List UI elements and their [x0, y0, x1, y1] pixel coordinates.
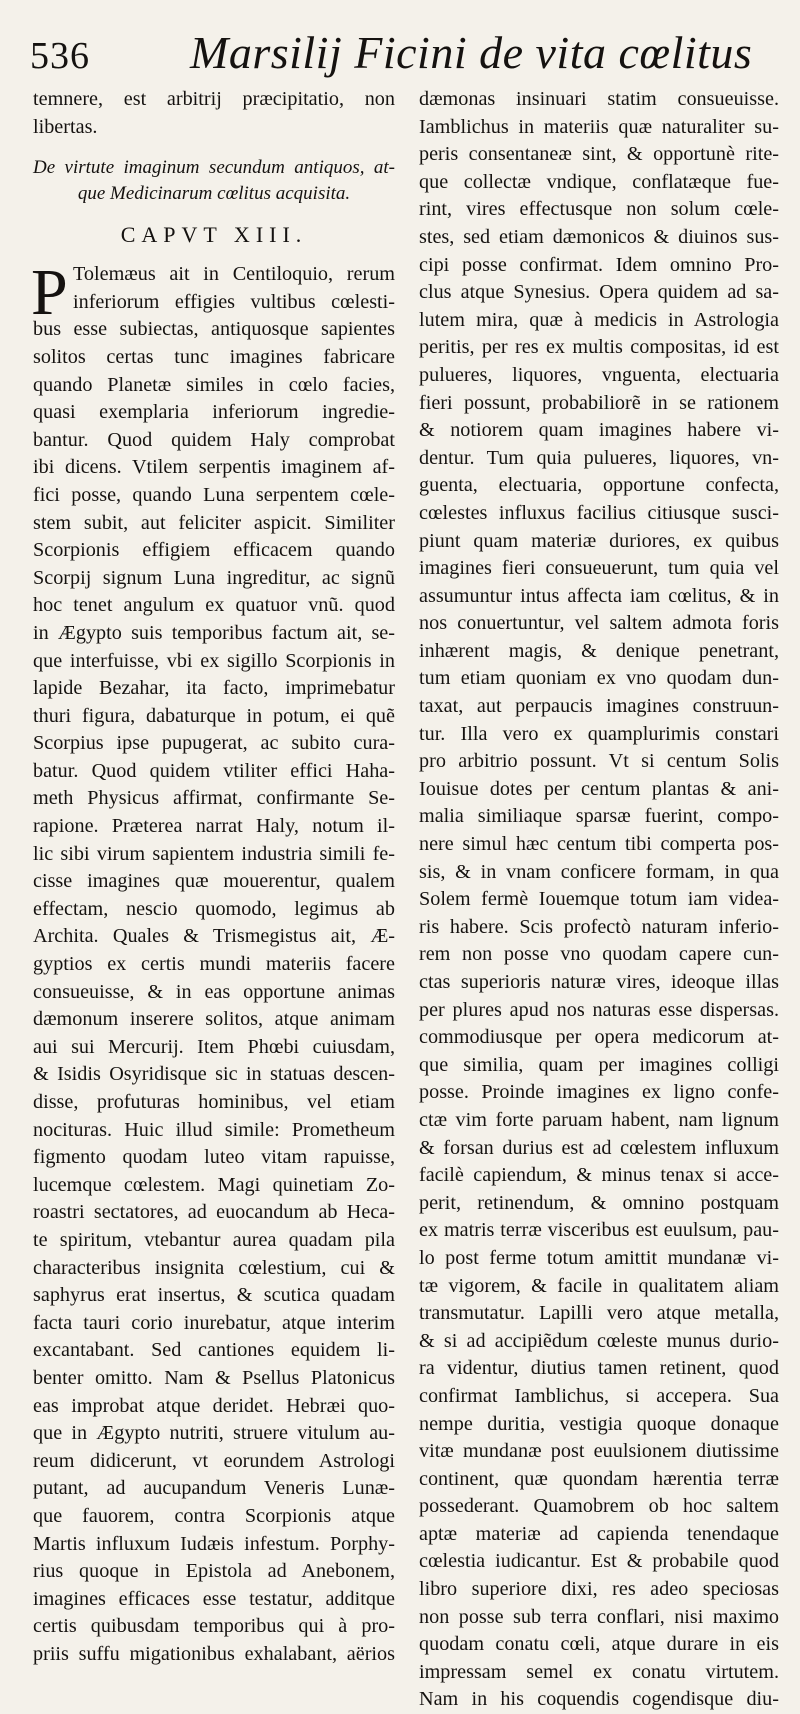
text-line: hoc tenet angulum ex quatuor vnũ. quod [33, 594, 395, 617]
right-text-column [419, 86, 779, 1714]
text-line: rius quoque in Epistola ad Anebonem, [33, 1560, 395, 1583]
text-line: Iamblichus in materiis quæ naturaliter su- [419, 115, 779, 138]
text-line: Archita. Quales & Trismegistus ait, Æ- [33, 925, 395, 948]
drop-capital: P [31, 256, 68, 330]
text-line: cœlestes influxus facilius citiusque susci- [419, 501, 779, 524]
text-line: lutem mira, quæ à medicis in Astrologia [419, 308, 779, 331]
text-line: effectam, nescio quomodo, legimus ab [33, 897, 395, 920]
text-line: nempe duritia, vestigia quoque donaque [419, 1412, 779, 1435]
text-line: gyptios ex certis mundi materiis facere [33, 953, 395, 976]
text-line: cisse imagines quæ mouerentur, qualem [33, 870, 395, 893]
text-line: stes, sed etiam dæmonicos & diuinos sus- [419, 225, 779, 248]
text-line: tur. Illa vero ex quamplurimis constari [419, 722, 779, 745]
text-line: Scorpionis effigiem efficacem quando [33, 539, 395, 562]
text-line: ctas superioris naturæ vires, ideoque illas [419, 971, 779, 993]
text-line: characteribus insignita cœlestium, cui & [33, 1256, 395, 1279]
text-line: commodiusque per opera medicorum at- [419, 1026, 779, 1049]
page-number: 536 [30, 35, 90, 77]
text-line: nere simul hæc centum tibi comperta pos- [419, 833, 779, 856]
text-line: Martis influxum Iudæis infestum. Porphy- [33, 1532, 395, 1555]
text-line: inferiorum effigies vultibus cœlesti- [73, 290, 395, 313]
text-line: nocituras. Huic illud simile: Prometheum [33, 1118, 395, 1141]
text-line: libro superiore dixi, res adeo speciosas [419, 1578, 779, 1601]
text-line: Solem fermè Iouemque totum iam videa- [419, 888, 779, 911]
text-line: putant, ad aucupandum Veneris Lunæ- [33, 1477, 395, 1500]
text-line: stem subit, aut feliciter aspicit. Similiter [33, 511, 395, 534]
text-line: te spiritum, vtebantur aurea quadam pila [33, 1228, 395, 1251]
text-line: & forsan durius est ad cœlestem influxum [419, 1136, 779, 1159]
text-line: temnere, est arbitrij præcipitatio, non [33, 88, 395, 110]
text-line: perit, retinendum, & omnino postquam [419, 1191, 779, 1214]
text-line: que in Ægypto nutriti, struere vitulum au- [33, 1422, 395, 1445]
text-line: facta tauri corio inurebatur, atque interim [33, 1311, 395, 1334]
text-line: que interfuisse, vbi ex sigillo Scorpionis in [33, 649, 395, 672]
text-line: batur. Quod quidem vtiliter effici Haha- [33, 759, 395, 782]
text-line: sis, & in vnam conficere formam, in qua [419, 860, 779, 883]
text-line: posse. Proinde imagines ex ligno confe- [419, 1081, 779, 1104]
text-line: pro arbitrio possunt. Vt si centum Solis [419, 750, 779, 773]
text-line: ris habere. Scis profectò naturam inferio- [419, 915, 779, 938]
text-line: impressam semel ex conatu virtutem. [419, 1660, 779, 1683]
text-line: dæmonas insinuari statim consueuisse. [419, 88, 779, 110]
text-line: aptæ materiæ ad capienda tenendaque [419, 1522, 779, 1545]
text-line: figmento quodam luteo vitam rapuisse, [33, 1146, 395, 1169]
text-line: guenta, electuaria, opportune confecta, [419, 474, 779, 497]
text-line: priis suffu migationibus exhalabant, aërios [33, 1642, 395, 1665]
text-line: possederant. Quamobrem ob hoc saltem [419, 1495, 779, 1518]
text-line: nos conuertuntur, vel saltem admota foris [419, 612, 779, 635]
text-line: imagines efficaces esse testatur, additque [33, 1587, 395, 1610]
text-line: Iouisue dotes per centum plantas & ani- [419, 777, 779, 800]
text-line: Scorpius ipse pupugerat, ac subito cura- [33, 732, 395, 755]
page-header [30, 20, 775, 90]
text-line: malia similiaque sparsæ fuerint, compo- [419, 805, 779, 828]
text-line: libertas. [33, 115, 98, 138]
text-line: que fauorem, contra Scorpionis atque [33, 1504, 395, 1527]
text-line: tum etiam quoniam ex vno quodam dun- [419, 667, 779, 690]
text-line: que similia, quam per imagines colligi [419, 1053, 779, 1076]
text-line: clus atque Synesius. Opera quidem ad sa- [419, 281, 779, 304]
text-line: pulueres, liquores, vnguenta, electuaria [419, 363, 779, 386]
text-line: rapione. Præterea narrat Haly, notum il- [33, 815, 395, 838]
text-line: thuri figura, dabaturque in potum, ei quẽ [33, 704, 395, 727]
text-line: rint, vires effectusque non solum cœle- [419, 198, 779, 221]
text-line: imagines fieri consueuerunt, tum quia vel [419, 557, 779, 580]
text-line: meth Physicus affirmat, confirmante Se- [33, 787, 395, 810]
text-line: vitæ mundanæ post euulsionem diutissime [419, 1440, 779, 1463]
text-line: ex matris terræ visceribus est euulsum, pau- [419, 1219, 779, 1242]
text-line: bus esse subiectas, antiquosque sapientes [33, 318, 395, 341]
text-line: piunt quam materiæ duriores, ex quibus [419, 529, 779, 552]
text-line: facilè capiendum, & minus tenax si acce- [419, 1164, 779, 1187]
text-line: lic sibi virum sapientem industria simili fe- [33, 842, 395, 865]
left-text-column [33, 86, 395, 1668]
chapter-title: CAPVT XIII. [120, 222, 308, 248]
text-line: transmutatur. Lapilli vero atque metalla, [419, 1302, 779, 1325]
text-line: taxat, aut perpaucis imagines construun- [419, 695, 779, 718]
text-line: fici posse, quando Luna serpentem cœle- [33, 483, 395, 506]
text-line: & si ad accipiẽdum cœleste munus durio- [419, 1329, 779, 1352]
text-line: roastri sectatores, ad euocandum ab Heca- [33, 1201, 395, 1224]
text-line: per plures apud nos naturas esse dispersas. [419, 998, 779, 1021]
text-line: ctæ vim forte paruam habent, nam lignum [419, 1108, 779, 1131]
text-line: eas improbat atque deridet. Hebræi quo- [33, 1394, 395, 1417]
text-line: saphyrus erat insertus, & scutica quadam [33, 1284, 395, 1307]
running-title: Marsilij Ficini de vita cœlitus [190, 27, 753, 78]
text-line: solitos certas tunc imagines fabricare [33, 345, 395, 368]
text-line: que collectæ vndique, conflatæque fue- [419, 170, 779, 193]
text-line: non posse sub terra conflari, nisi maximo [419, 1605, 779, 1628]
text-line: peritis, per res ex multis compositas, id est [419, 336, 779, 359]
text-line: lucemque cœlestem. Magi quinetiam Zo- [33, 1173, 395, 1196]
text-line: dæmonum inserere solitos, atque animam [33, 1008, 395, 1031]
text-line: quodam conatu cœli, atque durare in eis [419, 1633, 779, 1656]
text-line: ibi dicens. Vtilem serpentis imaginem af- [33, 456, 395, 479]
chapter-subheading-line: De virtute imaginum secundum antiquos, at- [33, 157, 395, 179]
text-line: in Ægypto suis temporibus factum ait, se- [33, 621, 395, 644]
text-line: Scorpij signum Luna ingreditur, ac signũ [33, 566, 395, 589]
text-line: quasi exemplaria inferiorum ingredie- [33, 401, 395, 424]
text-line: lo post ferme totum amittit mundanæ vi- [419, 1246, 779, 1269]
text-line: fieri possunt, probabiliorẽ in se rationem [419, 391, 779, 414]
text-line: ra videntur, diutius tamen retinent, quod [419, 1357, 779, 1380]
text-line: Nam in his coquendis cogendisque diu- [419, 1688, 779, 1711]
text-line: bantur. Quod quidem Haly comprobat [33, 428, 395, 451]
text-line: & notiorem quam imagines habere vi- [419, 419, 779, 442]
text-line: rem non posse vno quodam capere cun- [419, 943, 779, 966]
text-line: tæ vigorem, & facile in qualitatem aliam [419, 1274, 779, 1297]
text-line: confirmat Iamblichus, si accepera. Sua [419, 1384, 779, 1407]
text-line: reum didicerunt, vt eorundem Astrologi [33, 1449, 395, 1472]
text-line: lapide Bezahar, ita facto, imprimebatur [33, 677, 395, 700]
text-line: quando Planetæ similes in cœlo facies, [33, 373, 395, 396]
text-line: & Isidis Osyridisque sic in statuas descen- [33, 1063, 395, 1086]
text-line: continent, quæ quondam hærentia terræ [419, 1467, 779, 1490]
text-line: aui sui Mercurij. Item Phœbi cuiusdam, [33, 1035, 395, 1058]
text-line: certis quibusdam temporibus qui à pro- [33, 1615, 395, 1638]
text-line: inhærent magis, & denique penetrant, [419, 639, 779, 662]
text-line: assumuntur intus affecta iam cœlitus, & in [419, 584, 779, 607]
chapter-subheading-line: que Medicinarum cœlitus acquisita. [77, 183, 351, 205]
text-line: disse, profuturas hominibus, vel etiam [33, 1091, 395, 1113]
text-line: consueuisse, & in eas opportune animas [33, 980, 395, 1003]
text-line: dentur. Tum quia pulueres, liquores, vn- [419, 446, 779, 469]
text-line: Tolemæus ait in Centiloquio, rerum [73, 263, 395, 286]
text-line: peris consentaneæ sint, & opportunè rite- [419, 143, 779, 166]
text-line: cœlestia iudicantur. Est & probabile quod [419, 1550, 779, 1573]
text-line: excantabant. Sed cantiones equidem li- [33, 1339, 395, 1362]
text-line: cipi posse confirmat. Idem omnino Pro- [419, 253, 779, 276]
text-line: benter omitto. Nam & Psellus Platonicus [33, 1366, 395, 1389]
